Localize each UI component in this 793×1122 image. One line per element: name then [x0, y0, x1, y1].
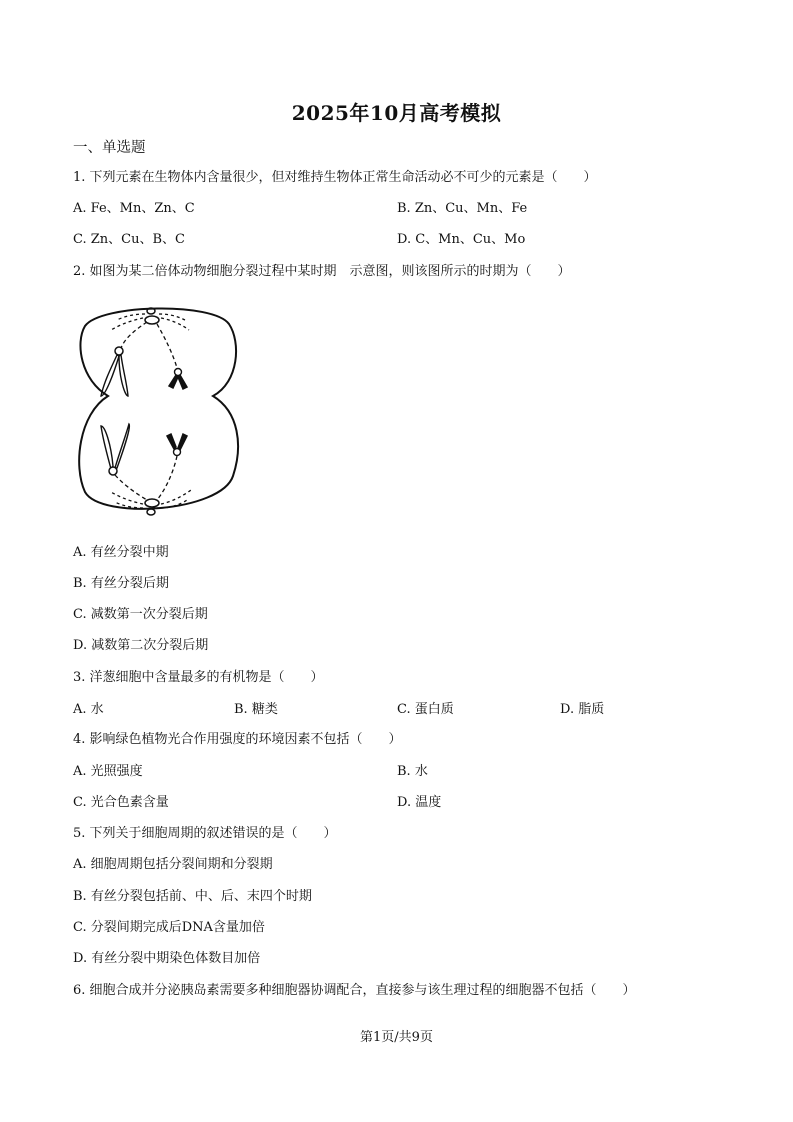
top-right-chromosome-arm-2: [178, 375, 187, 389]
top-left-chromosome-centromere: [115, 347, 123, 355]
question-1-stem: 1. 下列元素在生物体内含量很少，但对维持生物体正常生命活动必不可少的元素是（ ）: [73, 170, 597, 185]
section-title: 一、单选题: [73, 140, 146, 156]
question-3-stem: 3. 洋葱细胞中含量最多的有机物是（ ）: [73, 670, 324, 685]
question-2-option-a: A. 有丝分裂中期: [73, 545, 169, 560]
question-2-option-c: C. 减数第一次分裂后期: [73, 607, 208, 622]
question-3-option-d: D. 脂质: [560, 702, 605, 717]
question-6-stem: 6. 细胞合成并分泌胰岛素需要多种细胞器协调配合，直接参与该生理过程的细胞器不包括（ ）: [73, 983, 636, 998]
question-2-option-d: D. 减数第二次分裂后期: [73, 638, 209, 653]
bottom-right-chromosome-centromere: [174, 449, 181, 456]
bottom-left-chromosome-arm-1: [101, 426, 113, 469]
question-5-option-a: A. 细胞周期包括分裂间期和分裂期: [73, 857, 273, 872]
top-left-chromosome-arm-1: [101, 355, 119, 396]
cell-division-diagram: [73, 298, 243, 524]
question-3-option-a: A. 水: [73, 702, 104, 717]
question-4-stem: 4. 影响绿色植物光合作用强度的环境因素不包括（ ）: [73, 732, 402, 747]
question-5-stem: 5. 下列关于细胞周期的叙述错误的是（ ）: [73, 826, 337, 841]
question-4-option-d: D. 温度: [397, 795, 442, 810]
bottom-centriole: [147, 509, 155, 515]
question-1-option-c: C. Zn、Cu、B、C: [73, 232, 185, 247]
cell-division-figure: [73, 298, 243, 528]
top-right-chromosome-arm-1: [169, 375, 178, 388]
bottom-centrosome: [145, 499, 159, 507]
question-1-option-d: D. C、Mn、Cu、Mo: [397, 232, 526, 247]
question-2-option-b: B. 有丝分裂后期: [73, 576, 169, 591]
question-5-option-c: C. 分裂间期完成后DNA含量加倍: [73, 920, 265, 935]
question-1-option-b: B. Zn、Cu、Mn、Fe: [397, 201, 528, 216]
question-5-option-d: D. 有丝分裂中期染色体数目加倍: [73, 951, 261, 966]
question-3-option-c: C. 蛋白质: [397, 702, 454, 717]
top-left-chromosome-arm-2: [119, 355, 128, 396]
question-1-option-a: A. Fe、Mn、Zn、C: [73, 201, 195, 216]
question-3-option-b: B. 糖类: [234, 702, 278, 717]
bottom-right-chromosome-arm-2: [178, 434, 187, 450]
top-centrosome: [145, 316, 159, 324]
cell-membrane: [79, 308, 238, 508]
question-5-option-b: B. 有丝分裂包括前、中、后、末四个时期: [73, 889, 312, 904]
bottom-right-chromosome-arm-1: [167, 434, 176, 449]
question-4-option-a: A. 光照强度: [73, 764, 143, 779]
page-title: 2025年10月高考模拟: [291, 101, 502, 125]
page-footer: 第1页/共9页: [360, 1030, 433, 1045]
question-2-stem: 2. 如图为某二倍体动物细胞分裂过程中某时期 示意图，则该图所示的时期为（ ）: [73, 264, 571, 279]
question-4-option-c: C. 光合色素含量: [73, 795, 169, 810]
bottom-left-chromosome-centromere: [109, 467, 117, 475]
question-4-option-b: B. 水: [397, 764, 428, 779]
bottom-left-chromosome-arm-2: [115, 424, 129, 468]
